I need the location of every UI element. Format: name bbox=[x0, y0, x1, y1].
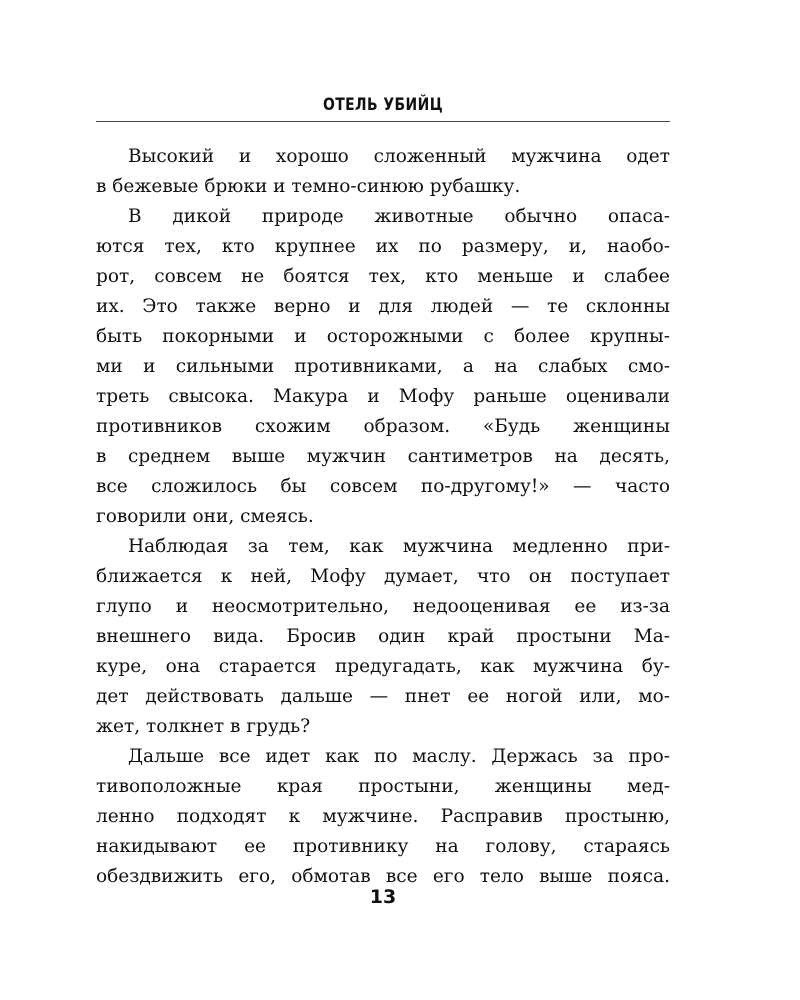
paragraph bbox=[96, 142, 670, 202]
text-line: ленно подходят к мужчине. Расправив простыню, bbox=[96, 806, 670, 827]
text-line: говорили они, смеясь. bbox=[96, 506, 314, 527]
body-text bbox=[96, 142, 670, 892]
text-line: тивоположные края простыни, женщины мед- bbox=[96, 776, 670, 797]
text-line: их. Это также верно и для людей — те склонны bbox=[96, 296, 670, 317]
text-line: накидывают ее противнику на голову, стараясь bbox=[96, 836, 670, 857]
text-line: треть свысока. Макура и Мофу раньше оценивали bbox=[96, 386, 670, 407]
text-line: рот, совсем не боятся тех, кто меньше и слабее bbox=[96, 266, 670, 287]
header-rule bbox=[96, 121, 670, 122]
text-line: Высокий и хорошо сложенный мужчина одет bbox=[128, 146, 670, 167]
text-line: противников схожим образом. «Будь женщины bbox=[96, 416, 670, 437]
text-line: ближается к ней, Мофу думает, что он поступает bbox=[96, 566, 670, 587]
text-line: Наблюдая за тем, как мужчина медленно при- bbox=[128, 536, 670, 557]
text-line: обездвижить его, обмотав все его тело выше пояса. bbox=[96, 866, 670, 887]
text-line: ются тех, кто крупнее их по размеру, и, наобо- bbox=[96, 236, 670, 257]
text-line: внешнего вида. Бросив один край простыни Ма- bbox=[96, 626, 670, 647]
text-line: куре, она старается предугадать, как мужчина бу- bbox=[96, 656, 670, 677]
text-line: в бежевые брюки и темно-синюю рубашку. bbox=[96, 176, 521, 197]
page-number: 13 bbox=[369, 886, 397, 908]
running-head: ОТЕЛЬ УБИЙЦ bbox=[322, 95, 444, 115]
text-line: глупо и неосмотрительно, недооценивая ее из-за bbox=[96, 596, 670, 617]
text-line: жет, толкнет в грудь? bbox=[96, 716, 311, 737]
text-line: В дикой природе животные обычно опаса- bbox=[128, 206, 670, 227]
paragraph bbox=[96, 742, 670, 892]
text-line: ми и сильными противниками, а на слабых смо- bbox=[96, 356, 670, 377]
paragraph bbox=[96, 532, 670, 742]
text-line: дет действовать дальше — пнет ее ногой или, мо- bbox=[96, 686, 670, 707]
text-line: все сложилось бы совсем по-другому!» — часто bbox=[96, 476, 670, 497]
paragraph bbox=[96, 202, 670, 532]
text-line: в среднем выше мужчин сантиметров на десять, bbox=[96, 446, 670, 467]
text-line: Дальше все идет как по маслу. Держась за про- bbox=[128, 746, 670, 767]
text-line: быть покорными и осторожными с более крупны- bbox=[96, 326, 670, 347]
